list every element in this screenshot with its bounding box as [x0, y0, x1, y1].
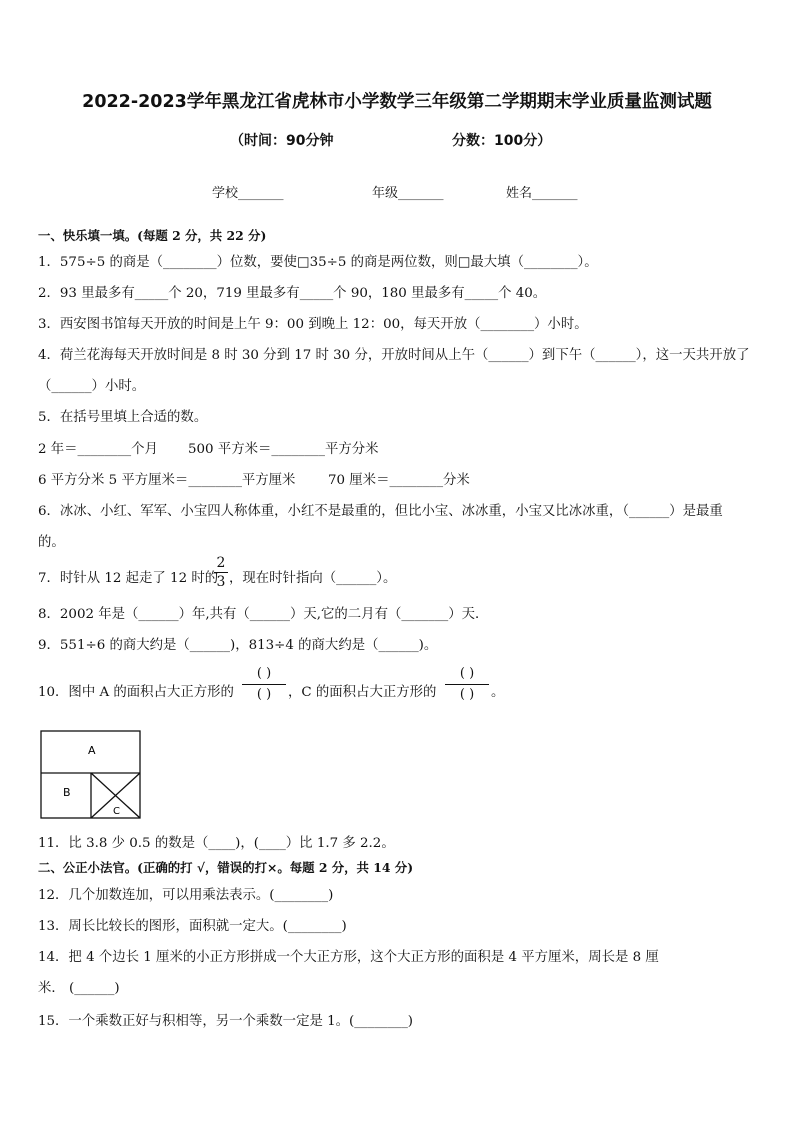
- question-7-part2: ，现在时针指向（______）。: [229, 571, 397, 586]
- fraction-denominator: 3: [216, 574, 226, 590]
- question-10-fraction-a: [242, 666, 286, 703]
- fraction-bar: [445, 684, 489, 685]
- question-5-item-sqdm: 6 平方分米 5 平方厘米＝________平方厘米: [38, 473, 296, 488]
- question-1: 1．575÷5 的商是（________）位数，要使□35÷5 的商是两位数，则□最大填（________）。: [38, 255, 598, 270]
- question-6-line1: 6．冰冰、小红、军军、小宝四人称体重，小红不是最重的，但比小宝、冰冰重，小宝又比冰冰重，（______）是最重: [38, 504, 723, 519]
- question-4-line2: （______）小时。: [38, 379, 146, 394]
- question-5: 5．在括号里填上合适的数。: [38, 410, 208, 425]
- question-9: 9．551÷6 的商大约是（______)，813÷4 的商大约是（______)。: [38, 638, 438, 653]
- question-15: 15．一个乘数正好与积相等，另一个乘数一定是 1。(________): [38, 1014, 414, 1029]
- grade-field: 年级_______: [372, 186, 444, 201]
- question-8: 8．2002 年是（______）年,共有（______）天,它的二月有（_______）天．: [38, 607, 489, 622]
- question-4-line1: 4．荷兰花海每天开放时间是 8 时 30 分到 17 时 30 分，开放时间从上午（______）到下午（______），这一天共开放了: [38, 348, 750, 363]
- question-12: 12．几个加数连加，可以用乘法表示。(________): [38, 888, 334, 903]
- fraction-bar: [242, 684, 286, 685]
- question-5-item-years: 2 年＝________个月: [38, 442, 158, 457]
- label-c: C: [113, 806, 120, 817]
- question-13: 13．周长比较长的图形，面积就一定大。(________): [38, 919, 347, 934]
- label-b: B: [63, 786, 71, 799]
- question-2: 2．93 里最多有_____个 20，719 里最多有_____个 90，180 里最多有_____个 40。: [38, 286, 547, 301]
- fraction-denominator: ( ): [459, 687, 475, 702]
- question-11: 11．比 3.8 少 0.5 的数是（____)，(____）比 1.7 多 2.2。: [38, 836, 395, 851]
- question-5-item-sqm: 500 平方米＝________平方分米: [188, 442, 379, 457]
- question-3: 3．西安图书馆每天开放的时间是上午 9：00 到晚上 12：00，每天开放（________）小时。: [38, 317, 588, 332]
- section1-heading: 一、快乐填一填。(每题 2 分，共 22 分): [38, 228, 267, 243]
- fraction-denominator: ( ): [256, 687, 272, 702]
- page-title: 2022-2023学年黑龙江省虎林市小学数学三年级第二学期期末学业质量监测试题: [82, 92, 712, 112]
- question-10-part2: ，C 的面积占大正方形的: [288, 685, 437, 700]
- square-figure: [40, 730, 142, 820]
- question-14-line1: 14．把 4 个边长 1 厘米的小正方形拼成一个大正方形，这个大正方形的面积是 4 平方厘米，周长是 8 厘: [38, 950, 659, 965]
- question-7-part1: 7．时针从 12 起走了 12 时的: [38, 571, 219, 586]
- fraction-numerator: ( ): [459, 666, 475, 681]
- question-5-item-cm: 70 厘米＝________分米: [328, 473, 470, 488]
- school-field: 学校_______: [212, 186, 284, 201]
- label-a: A: [88, 744, 96, 757]
- question-6-line2: 的。: [38, 535, 65, 550]
- section2-heading: 二、公正小法官。(正确的打 √，错误的打×。每题 2 分，共 14 分): [38, 860, 414, 875]
- fraction-numerator: ( ): [256, 666, 272, 681]
- fraction-numerator: 2: [216, 555, 226, 571]
- time-info: （时间：90分钟: [230, 133, 334, 149]
- score-info: 分数：100分）: [452, 133, 552, 149]
- question-14-line2: 米． (______): [38, 981, 120, 996]
- fraction-bar: [214, 572, 228, 573]
- question-10-part3: 。: [491, 685, 505, 700]
- name-field: 姓名_______: [506, 186, 578, 201]
- question-7-fraction: [214, 555, 228, 590]
- question-10-part1: 10．图中 A 的面积占大正方形的: [38, 685, 234, 700]
- question-10-fraction-c: [445, 666, 489, 703]
